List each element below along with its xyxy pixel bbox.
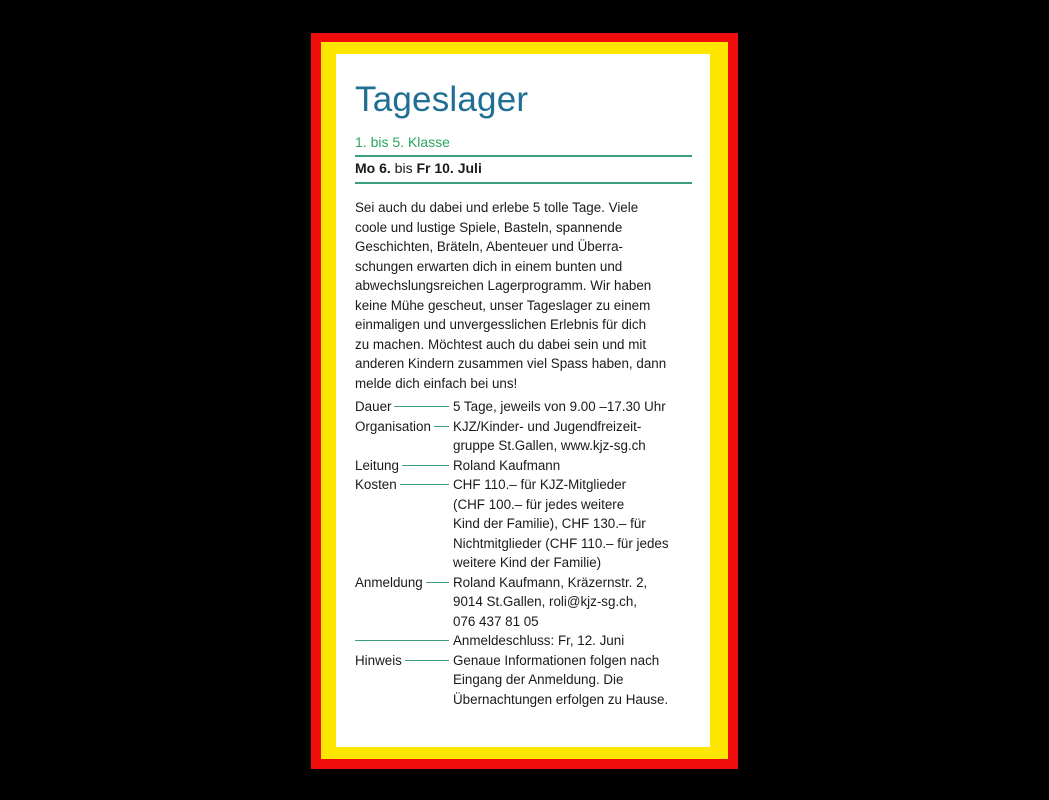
detail-label-cell	[355, 475, 453, 495]
leader-rule	[355, 640, 449, 641]
intro-line: melde dich einfach bei uns!	[355, 375, 518, 391]
detail-row	[355, 631, 692, 651]
detail-label-cell	[355, 397, 453, 417]
detail-value-line: Eingang der Anmeldung. Die	[453, 672, 624, 687]
detail-value-line: 076 437 81 05	[453, 613, 539, 629]
date-range	[355, 160, 692, 184]
detail-value	[453, 417, 692, 456]
details-list	[355, 397, 692, 709]
detail-value-line: Übernachtungen erfolgen zu Hause.	[453, 691, 669, 707]
intro-line: coole und lustige Spiele, Basteln, spannende	[355, 219, 623, 235]
detail-value-line: Roland Kaufmann	[453, 457, 561, 473]
detail-value-line: CHF 110.– für KJZ-Mitglieder	[453, 477, 627, 492]
intro-line: Sei auch du dabei und erlebe 5 tolle Tage. Viele	[355, 200, 639, 215]
date-end: Fr 10. Juli	[416, 160, 482, 176]
detail-value	[453, 631, 692, 651]
detail-value-line: Nichtmitglieder (CHF 110.– für jedes	[453, 535, 669, 551]
leader-rule	[434, 426, 449, 427]
detail-value-line: Anmeldeschluss: Fr, 12. Juni	[453, 633, 625, 648]
detail-value-line: gruppe St.Gallen, www.kjz-sg.ch	[453, 438, 646, 453]
detail-label: Kosten	[355, 477, 397, 492]
intro-line: abwechslungsreichen Lagerprogramm. Wir haben	[355, 278, 652, 293]
detail-value	[453, 456, 692, 476]
detail-value-line: weitere Kind der Familie)	[453, 555, 602, 570]
detail-label-cell	[355, 417, 453, 437]
detail-label: Organisation	[355, 418, 431, 434]
intro-line: einmaligen und unvergesslichen Erlebnis für dich	[355, 317, 647, 332]
grade-range: 1. bis 5. Klasse	[355, 134, 692, 157]
intro-line: keine Mühe gescheut, unser Tageslager zu einem	[355, 297, 651, 313]
detail-value	[453, 475, 692, 573]
detail-value-line: 5 Tage, jeweils von 9.00 –17.30 Uhr	[453, 399, 666, 414]
detail-row	[355, 417, 692, 456]
leader-rule	[405, 660, 449, 661]
detail-value-line: Kind der Familie), CHF 130.– für	[453, 516, 646, 531]
detail-value-line: Roland Kaufmann, Kräzernstr. 2,	[453, 574, 648, 590]
detail-value-line: 9014 St.Gallen, roli@kjz-sg.ch,	[453, 594, 638, 609]
detail-row	[355, 475, 692, 573]
page-title: Tageslager	[355, 80, 529, 119]
leader-rule	[402, 465, 449, 466]
detail-label-cell	[355, 631, 453, 651]
detail-value	[453, 651, 692, 710]
detail-value-line: KJZ/Kinder- und Jugendfreizeit-	[453, 418, 642, 434]
date-separator: bis	[390, 160, 417, 176]
intro-line: Geschichten, Bräteln, Abenteuer und Überra-	[355, 239, 623, 254]
detail-row	[355, 397, 692, 417]
detail-value	[453, 397, 692, 417]
intro-line: zu machen. Möchtest auch du dabei sein und mit	[355, 336, 647, 352]
detail-label-cell	[355, 573, 453, 593]
detail-row	[355, 651, 692, 710]
detail-value-line: (CHF 100.– für jedes weitere	[453, 496, 625, 512]
detail-value-line: Genaue Informationen folgen nach	[453, 652, 660, 668]
detail-label: Leitung	[355, 457, 399, 473]
detail-label: Hinweis	[355, 652, 402, 668]
detail-value	[453, 573, 692, 632]
detail-label: Anmeldung	[355, 574, 423, 590]
detail-label-cell	[355, 651, 453, 671]
leader-rule	[400, 484, 449, 485]
detail-label-cell	[355, 456, 453, 476]
intro-line: anderen Kindern zusammen viel Spass haben, dann	[355, 356, 667, 371]
intro-text	[355, 198, 695, 393]
leader-rule	[394, 406, 449, 407]
flyer-card	[336, 54, 710, 747]
detail-row	[355, 456, 692, 476]
detail-row	[355, 573, 692, 632]
leader-rule	[426, 582, 449, 583]
intro-line: schungen erwarten dich in einem bunten und	[355, 258, 623, 274]
detail-label: Dauer	[355, 399, 392, 414]
date-start: Mo 6.	[355, 160, 391, 176]
